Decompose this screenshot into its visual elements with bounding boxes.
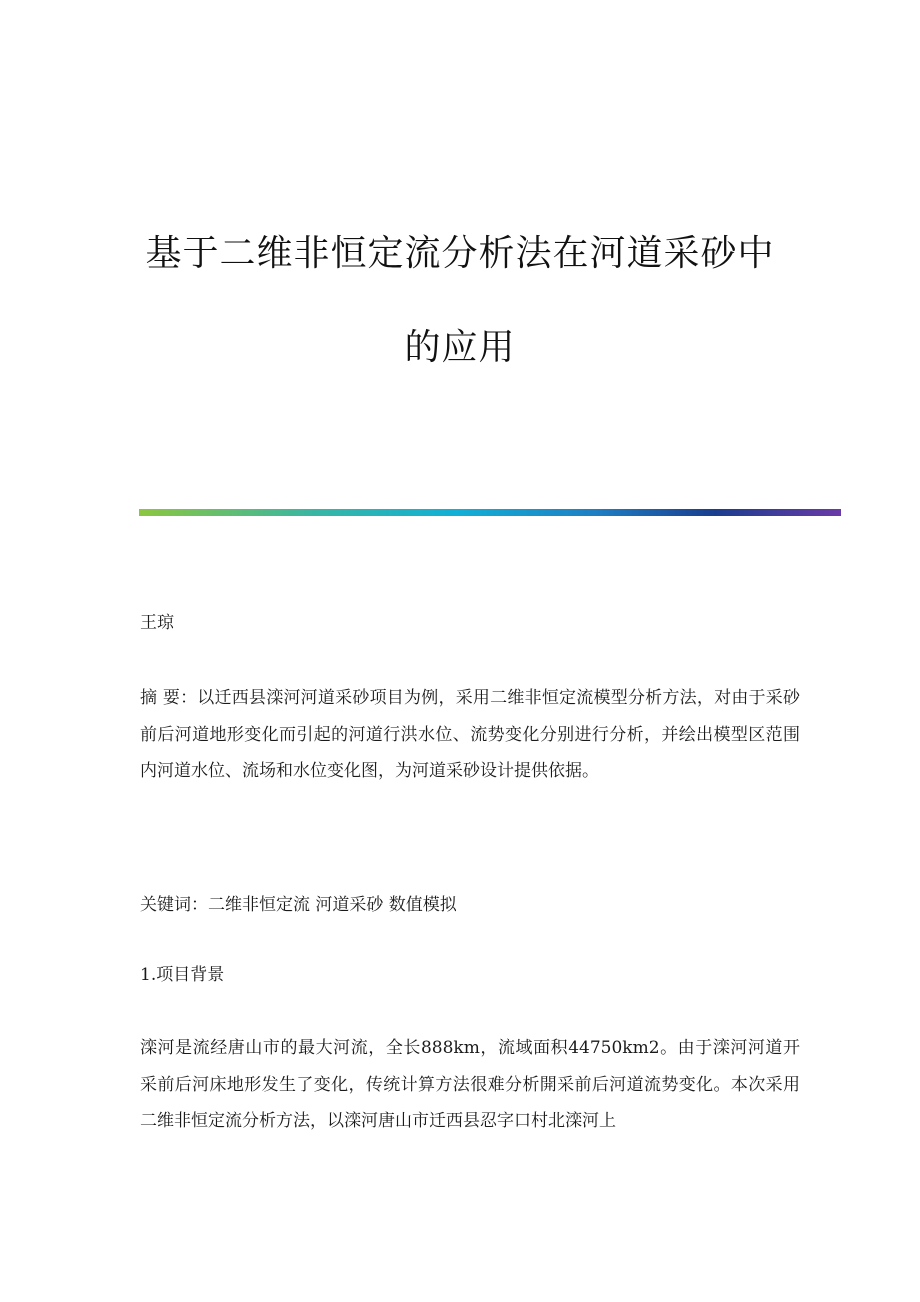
abstract-paragraph: 摘 要：以迁西县滦河河道采砂项目为例，采用二维非恒定流模型分析方法，对由于采砂前后河道地形变化而引起的河道行洪水位、流势变化分别进行分析，并绘出模型区范围内河道水位、流场和水位变化图，为河道采砂设计提供依据。 [140, 688, 800, 781]
gradient-divider [139, 509, 841, 516]
section-heading: 1.项目背景 [140, 965, 225, 985]
body-paragraph: 滦河是流经唐山市的最大河流，全长888km，流域面积44750km2。由于滦河河道开采前后河床地形发生了变化，传统计算方法很难分析開采前后河道流势变化。本次采用二维非恒定流分析方法，以滦河唐山市迁西县忍字口村北滦河上 [140, 1038, 800, 1131]
keywords-line: 关键词：二维非恒定流 河道采砂 数值模拟 [140, 895, 457, 915]
author-name: 王琼 [140, 613, 174, 633]
title-line-1: 基于二维非恒定流分析法在河道采砂中 [145, 233, 775, 274]
title-line-2: 的应用 [404, 327, 516, 368]
